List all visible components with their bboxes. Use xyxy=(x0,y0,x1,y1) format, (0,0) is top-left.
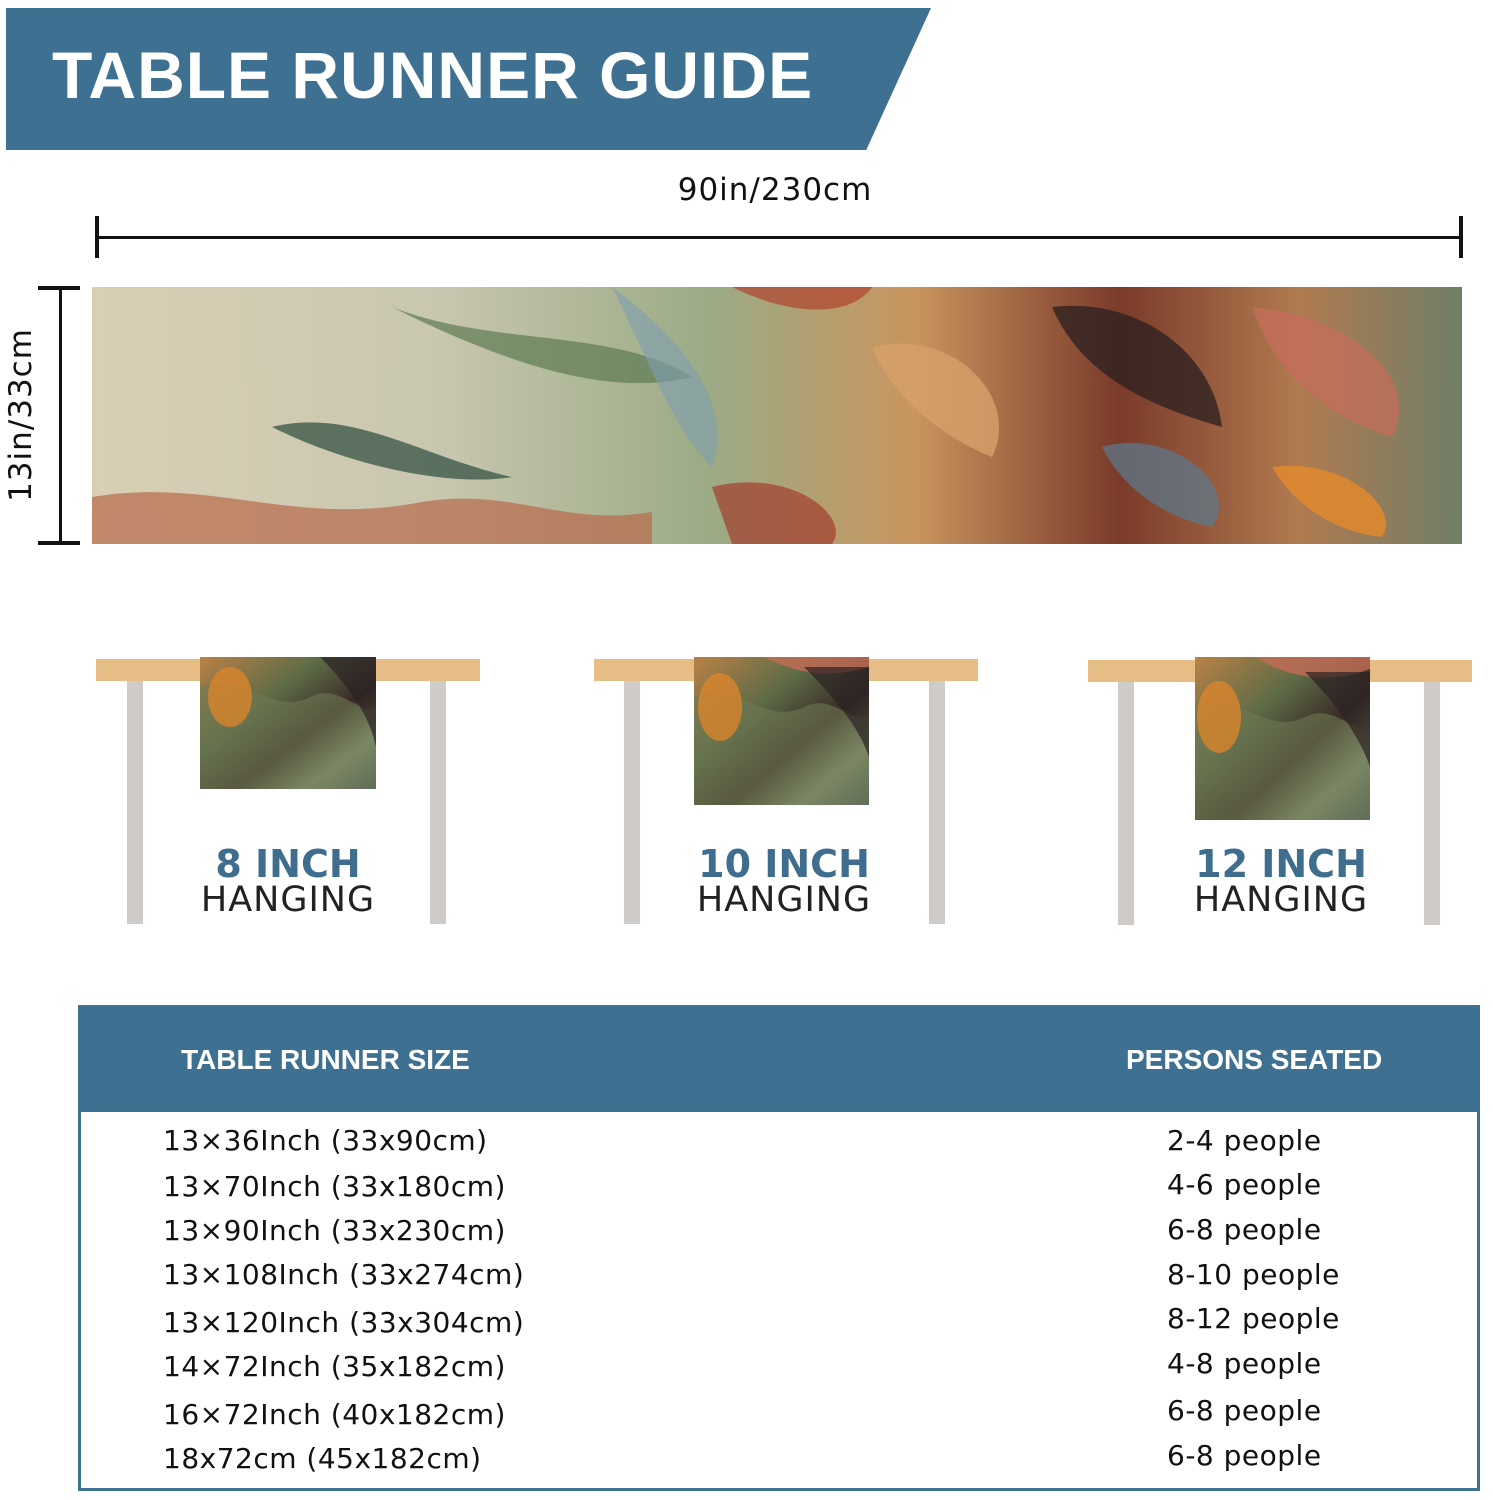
persons-cell: 2-4 people xyxy=(1167,1124,1322,1157)
runner-hanging-flap xyxy=(694,657,869,805)
size-cell: 13×90Inch (33x230cm) xyxy=(163,1214,506,1247)
size-cell: 13×108Inch (33x274cm) xyxy=(163,1258,525,1291)
width-dimension-tick-right xyxy=(1459,216,1463,258)
height-dimension-label: 13in/33cm xyxy=(3,328,39,502)
height-dimension-line xyxy=(59,288,62,543)
persons-cell: 8-12 people xyxy=(1167,1302,1340,1335)
persons-cell: 6-8 people xyxy=(1167,1394,1322,1427)
size-cell: 13×120Inch (33x304cm) xyxy=(163,1306,525,1339)
width-dimension-tick-left xyxy=(95,216,99,258)
hanging-label: HANGING xyxy=(696,880,872,920)
table-runner-image xyxy=(92,287,1462,544)
size-cell: 18x72cm (45x182cm) xyxy=(163,1442,482,1475)
size-table xyxy=(78,1005,1480,1491)
hanging-size-label: 10 INCH xyxy=(698,842,870,886)
size-column-header: TABLE RUNNER SIZE xyxy=(181,1044,470,1075)
page-title: TABLE RUNNER GUIDE xyxy=(52,38,814,112)
hanging-size-label: 12 INCH xyxy=(1195,842,1367,886)
runner-hanging-flap xyxy=(200,657,376,789)
height-dimension-tick-top xyxy=(38,286,80,290)
persons-cell: 4-6 people xyxy=(1167,1168,1322,1201)
persons-cell: 8-10 people xyxy=(1167,1258,1340,1291)
runner-hanging-flap xyxy=(1195,657,1370,820)
width-dimension-label: 90in/230cm xyxy=(677,172,873,208)
persons-cell: 4-8 people xyxy=(1167,1347,1322,1380)
size-cell: 16×72Inch (40x182cm) xyxy=(163,1398,506,1431)
table-header xyxy=(81,1008,1477,1112)
size-cell: 14×72Inch (35x182cm) xyxy=(163,1350,506,1383)
height-dimension-tick-bottom xyxy=(38,541,80,545)
hanging-label: HANGING xyxy=(1193,880,1369,920)
persons-column-header: PERSONS SEATED xyxy=(1126,1044,1383,1075)
size-cell: 13×70Inch (33x180cm) xyxy=(163,1170,506,1203)
size-cell: 13×36Inch (33x90cm) xyxy=(163,1124,488,1157)
width-dimension-line xyxy=(97,236,1463,239)
persons-cell: 6-8 people xyxy=(1167,1213,1322,1246)
hanging-size-label: 8 INCH xyxy=(215,842,361,886)
hanging-label: HANGING xyxy=(200,880,376,920)
persons-cell: 6-8 people xyxy=(1167,1439,1322,1472)
